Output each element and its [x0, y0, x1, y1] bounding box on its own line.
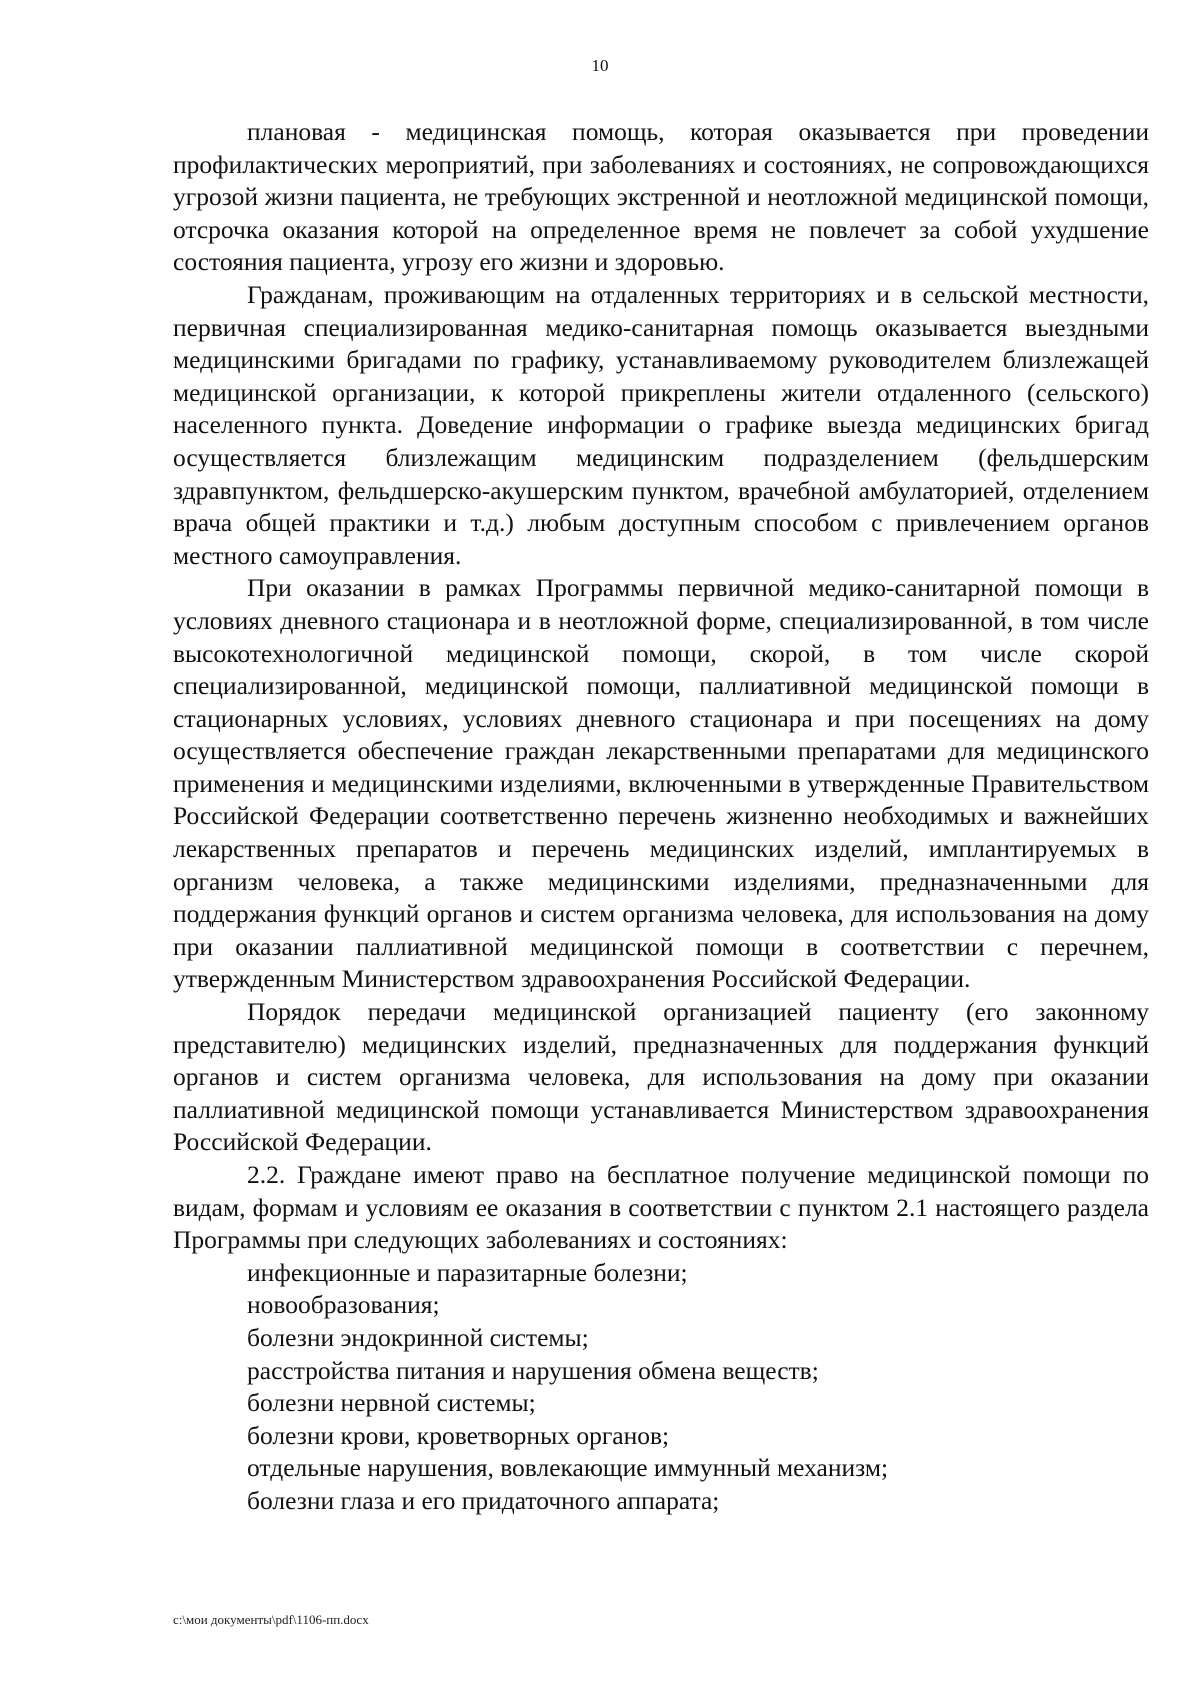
- paragraph-section-2-2: 2.2. Граждане имеют право на бесплатное получение медицинской помощи по видам, формам и условиям ее оказания в соответствии с пунктом 2.1 настоящего раздела Программы при следующих заболеваниях и состояниях:: [173, 1160, 1149, 1255]
- list-item: болезни глаза и его придаточного аппарата;: [247, 1485, 720, 1515]
- paragraph-device-transfer: Порядок передачи медицинской организацией пациенту (его законному представителю) медицинских изделий, предназначенных для поддержания функций органов и систем организма человека, для использования на дому при оказании паллиативной медицинской помощи устанавливается Министерством здравоохранения Российской Федерации.: [173, 997, 1149, 1157]
- list-item: болезни нервной системы;: [247, 1388, 536, 1418]
- list-item: расстройства питания и нарушения обмена веществ;: [247, 1355, 819, 1385]
- list-item: болезни эндокринной системы;: [247, 1322, 589, 1352]
- list-item: болезни крови, кроветворных органов;: [247, 1420, 670, 1450]
- document-body: [173, 116, 1149, 1518]
- paragraph-remote-territories: Гражданам, проживающим на отдаленных территориях и в сельской местности, первичная специализированная медико-санитарная помощь оказывается выездными медицинскими бригадами по графику, устанавливаемому руководителем близлежащей медицинской организации, к которой прикреплены жители отдаленного (сельского) населенного пункта. Доведение информации о графике выезда медицинских бригад осуществляется близлежащим медицинским подразделением (фельдшерским здравпунктом, фельдшерско-акушерским пунктом, врачебной амбулаторией, отделением врача общей практики и т.д.) любым доступным способом с привлечением органов местного самоуправления.: [173, 279, 1149, 570]
- diseases-list: [173, 1257, 1149, 1518]
- paragraph-medication-provision: При оказании в рамках Программы первичной медико-санитарной помощи в условиях дневного стационара и в неотложной форме, специализированной, в том числе высокотехнологичной медицинской помощи, скорой, в том числе скорой специализированной, медицинской помощи, паллиативной медицинской помощи в стационарных условиях, условиях дневного стационара и при посещениях на дому осуществляется обеспечение граждан лекарственными препаратами для медицинского применения и медицинскими изделиями, включенными в утвержденные Правительством Российской Федерации соответственно перечень жизненно необходимых и важнейших лекарственных препаратов и перечень медицинских изделий, имплантируемых в организм человека, а также медицинскими изделиями, предназначенными для поддержания функций органов и систем организма человека, для использования на дому при оказании паллиативной медицинской помощи в соответствии с перечнем, утвержденным Министерством здравоохранения Российской Федерации.: [173, 573, 1149, 994]
- list-item: инфекционные и паразитарные болезни;: [247, 1257, 688, 1287]
- footer-file-path: c:\мои документы\pdf\1106-пп.docx: [173, 1612, 369, 1627]
- list-item: новообразования;: [247, 1290, 440, 1320]
- paragraph-planned-care: плановая - медицинская помощь, которая оказывается при проведении профилактических мероприятий, при заболеваниях и состояниях, не сопровождающихся угрозой жизни пациента, не требующих экстренной и неотложной медицинской помощи, отсрочка оказания которой на определенное время не повлечет за собой ухудшение состояния пациента, угрозу его жизни и здоровью.: [173, 117, 1149, 277]
- page-number: 10: [591, 56, 609, 75]
- list-item: отдельные нарушения, вовлекающие иммунный механизм;: [247, 1453, 889, 1483]
